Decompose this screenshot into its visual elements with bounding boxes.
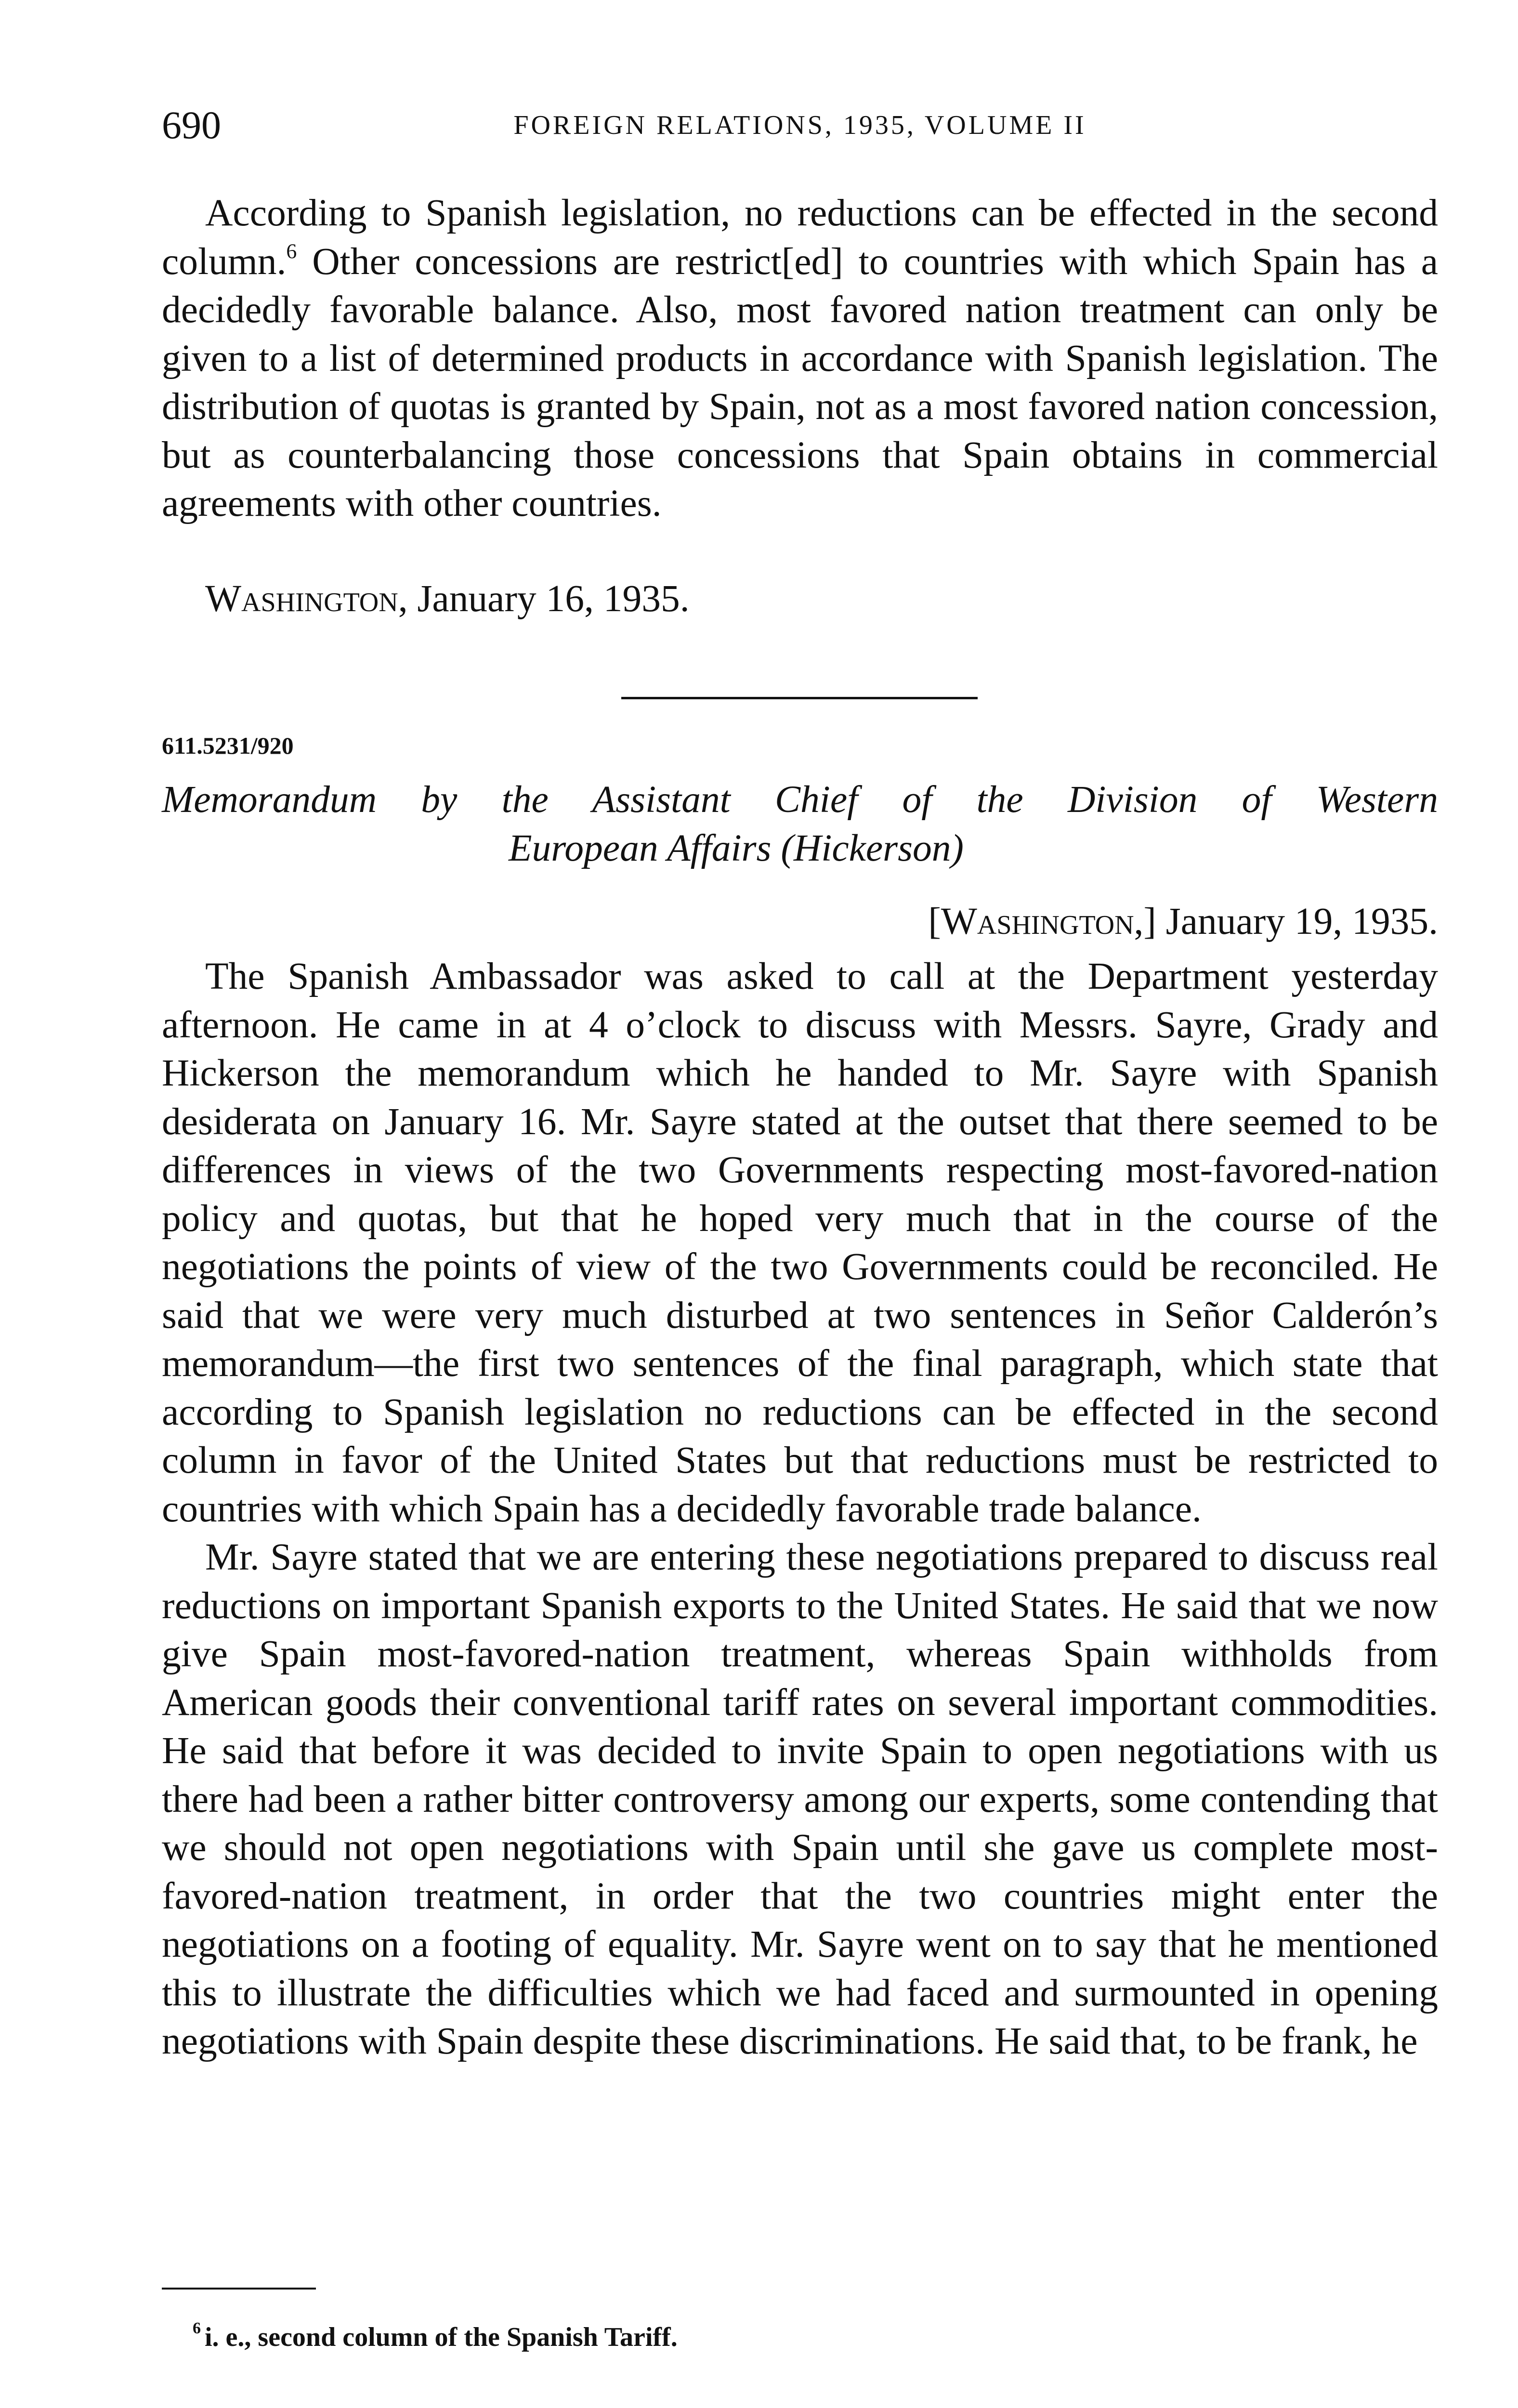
dateline-date: , January 16, 1935. [398, 577, 690, 620]
continued-memorandum-text [162, 189, 1438, 528]
footnote-text: i. e., second column of the Spanish Tariff. [205, 2322, 678, 2352]
dateline-place: Washington [205, 577, 398, 620]
footnote-reference: 6 [286, 239, 297, 263]
running-title: FOREIGN RELATIONS, 1935, VOLUME II [513, 110, 1086, 140]
running-head [162, 99, 1438, 152]
memorandum-body [162, 952, 1438, 2066]
dateline-date: January 19, 1935. [1156, 900, 1438, 942]
dateline-place: Washington [941, 900, 1134, 942]
file-number: 611.5231/920 [162, 732, 294, 759]
memorandum-dateline: [Washington,] January 19, 1935. [928, 900, 1438, 942]
document-title-line: Memorandum by the Assistant Chief of the Division of Western [162, 778, 1438, 821]
dateline [205, 575, 690, 623]
section-divider [621, 697, 978, 699]
footnote-mark: 6 [193, 2319, 201, 2337]
document-title-line: European Affairs (Hickerson) [509, 827, 964, 869]
footnote-rule [162, 2288, 316, 2290]
footnote [193, 2309, 678, 2356]
page-number: 690 [162, 103, 221, 147]
document-title [162, 775, 1438, 873]
paragraph: According to Spanish legislation, no reductions can be effected in the second column.$^6$ Other concessions are restrict[ed] to countries with which Spain has a decidedly favorable balance. Also, most favored nation treatment can only be given to a list of determined products in accordance with Spanish legislation. The distribution of quotas is granted by Spain, not as a most favored nation concession, but as counterbalancing those concessions that Spain obtains in commercial agreements with other countries. [162, 192, 1438, 524]
paragraph: The Spanish Ambassador was asked to call at the Department yesterday afternoon. He came in at 4 o’clock to discuss with Messrs. Sayre, Grady and Hickerson the memorandum which he handed to Mr. Sayre with Spanish desiderata on January 16. Mr. Sayre stated at the outset that there seemed to be differences in views of the two Governments respecting most-favored-nation policy and quotas, but that he hoped very much that in the course of the negotiations the points of view of the two Governments could be reconciled. He said that we were very much disturbed at two sentences in Señor Calderón’s memorandum—the first two sentences of the final paragraph, which state that according to Spanish legislation no reductions can be effected in the second column in favor of the United States but that reductions must be restricted to countries with which Spain has a decidedly favorable trade balance. [162, 955, 1438, 1530]
paragraph: Mr. Sayre stated that we are entering these negotiations prepared to discuss real reductions on important Spanish exports to the United States. He said that we now give Spain most-favored-nation treatment, whereas Spain withholds from American goods their conventional tariff rates on several important commodities. He said that before it was decided to invite Spain to open negotiations with us there had been a rather bitter controversy among our experts, some contending that we should not open negotiations with Spain until she gave us complete most-favored-nation treatment, in order that the two countries might enter the negotiations on a footing of equality. Mr. Sayre went on to say that he mentioned this to illustrate the difficulties which we had faced and surmounted in opening negotiations with Spain despite these discriminations. He said that, to be frank, he [162, 1536, 1438, 2062]
